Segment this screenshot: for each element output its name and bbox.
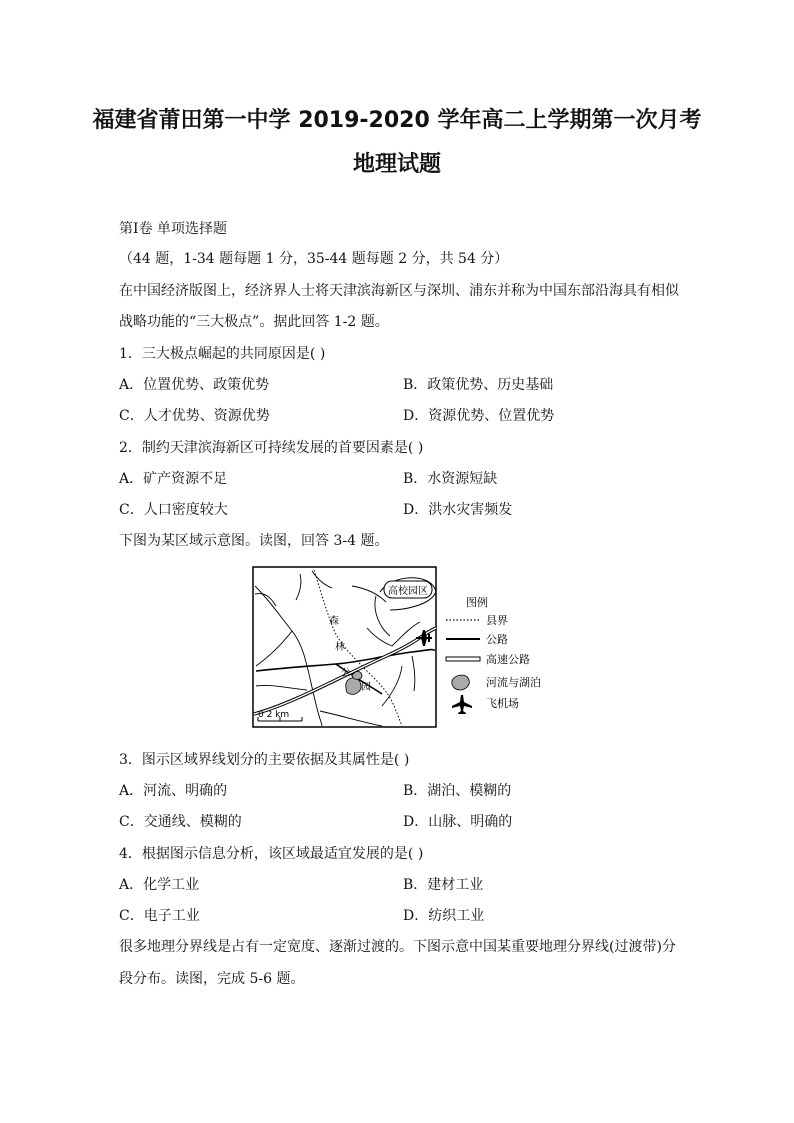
question-4-option-c: C．电子工业 bbox=[119, 908, 200, 924]
question-4-stem: 4．根据图示信息分析，该区域最适宜发展的是( ) bbox=[119, 846, 424, 862]
campus-label: 高校园区 bbox=[388, 586, 428, 597]
legend-title: 图例 bbox=[466, 596, 488, 609]
passage1-line1: 在中国经济版图上，经济界人士将天津滨海新区与深圳、浦东并称为中国东部沿海具有相似 bbox=[119, 283, 679, 299]
scoring-note: （44 题，1-34 题每题 1 分，35-44 题每题 2 分，共 54 分） bbox=[119, 251, 509, 267]
question-1-option-a: A．位置优势、政策优势 bbox=[119, 377, 270, 393]
question-3-option-c: C．交通线、模糊的 bbox=[119, 814, 242, 830]
legend-item-county: 县界 bbox=[486, 614, 508, 627]
question-1-stem: 1．三大极点崛起的共同原因是( ) bbox=[119, 346, 326, 362]
exam-title-line1: 福建省莆田第一中学 2019-2020 学年高二上学期第一次月考 bbox=[92, 108, 702, 133]
forest-label-2: 林 bbox=[335, 642, 345, 653]
legend-item-expressway: 高速公路 bbox=[486, 653, 530, 666]
forest-label-1: 森 bbox=[329, 616, 339, 627]
question-2-option-d: D．洪水灾害频发 bbox=[403, 502, 513, 518]
legend-item-road: 公路 bbox=[486, 633, 508, 646]
question-2-stem: 2．制约天津滨海新区可持续发展的首要因素是( ) bbox=[119, 440, 424, 456]
passage3-line2: 段分布。读图，完成 5-6 题。 bbox=[119, 971, 305, 987]
legend-item-river-lake: 河流与湖泊 bbox=[486, 676, 541, 689]
question-3-option-a: A．河流、明确的 bbox=[119, 783, 228, 799]
question-4-option-b: B．建材工业 bbox=[403, 877, 484, 893]
park-label-2: 园 bbox=[361, 682, 371, 693]
legend-lake-swatch bbox=[452, 675, 469, 690]
legend-airport-icon bbox=[452, 695, 472, 714]
question-2-option-c: C．人口密度较大 bbox=[119, 502, 228, 518]
question-4-option-a: A．化学工业 bbox=[119, 877, 200, 893]
question-4-option-d: D．纺织工业 bbox=[403, 908, 485, 924]
question-2-option-b: B．水资源短缺 bbox=[403, 471, 498, 487]
question-3-stem: 3．图示区域界线划分的主要依据及其属性是( ) bbox=[119, 752, 410, 768]
question-1-option-d: D．资源优势、位置优势 bbox=[403, 408, 555, 424]
region-map bbox=[252, 566, 556, 728]
question-1-option-c: C．人才优势、资源优势 bbox=[119, 408, 270, 424]
question-1-option-b: B．政策优势、历史基础 bbox=[403, 377, 554, 393]
question-2-option-a: A．矿产资源不足 bbox=[119, 471, 228, 487]
passage2-line1: 下图为某区域示意图。读图，回答 3-4 题。 bbox=[119, 533, 389, 549]
lake-1 bbox=[346, 678, 361, 695]
legend-item-airport: 飞机场 bbox=[486, 697, 519, 710]
legend-expressway-swatch bbox=[446, 657, 480, 661]
question-3-option-b: B．湖泊、模糊的 bbox=[403, 783, 512, 799]
passage1-line2: 战略功能的“三大极点”。据此回答 1-2 题。 bbox=[119, 314, 389, 330]
exam-title-line2: 地理试题 bbox=[352, 152, 441, 177]
park-label-1: 公 bbox=[341, 668, 351, 679]
scale-label: 0 2 km bbox=[258, 710, 290, 720]
passage3-line1: 很多地理分界线是占有一定宽度、逐渐过渡的。下图示意中国某重要地理分界线(过渡带)分 bbox=[119, 939, 676, 955]
section-heading: 第Ⅰ卷 单项选择题 bbox=[119, 221, 227, 237]
question-3-option-d: D．山脉、明确的 bbox=[403, 814, 513, 830]
